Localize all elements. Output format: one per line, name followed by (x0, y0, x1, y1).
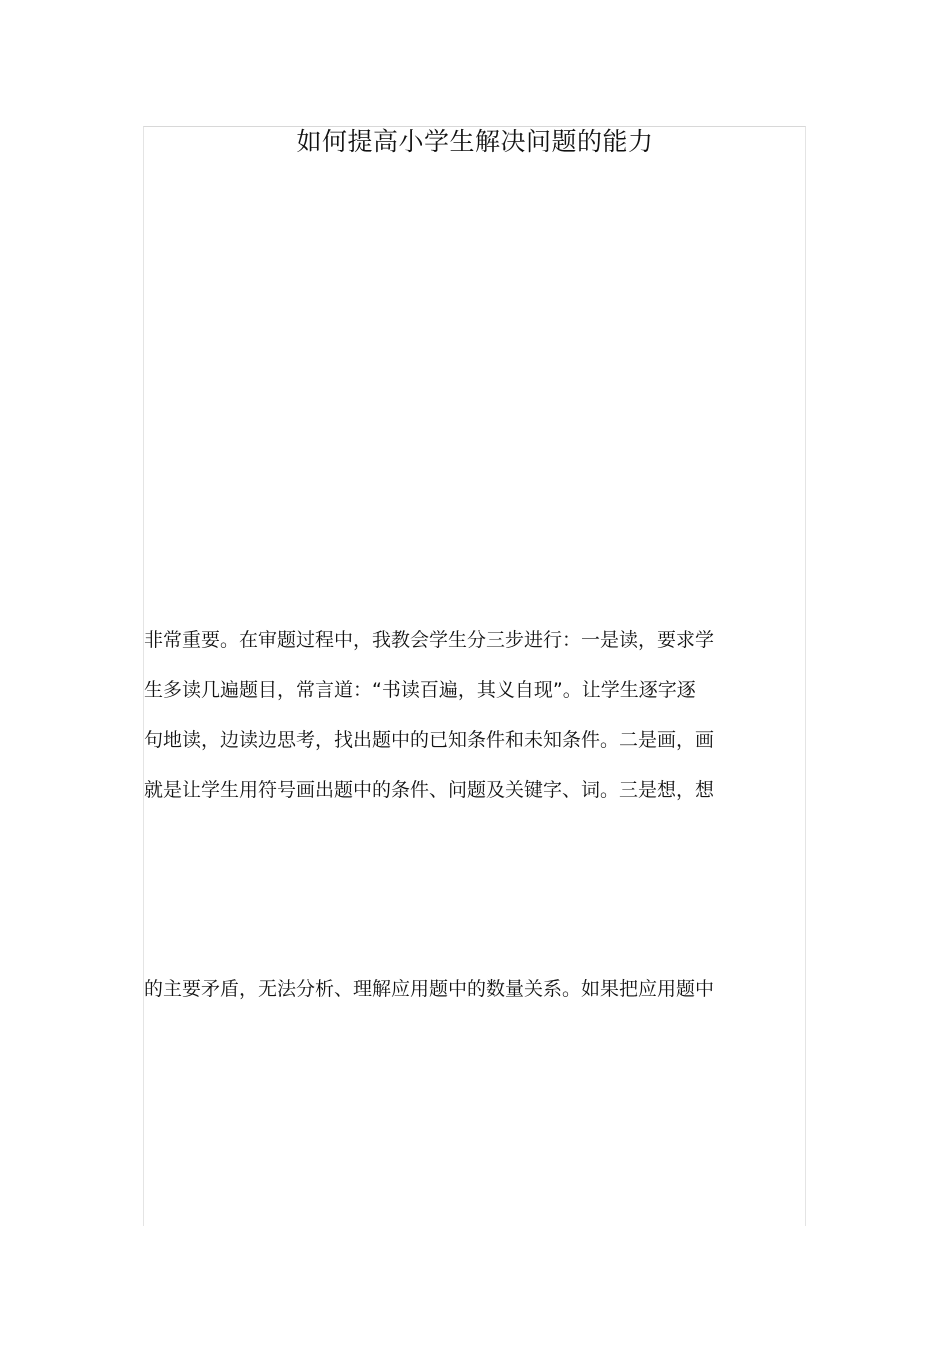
paragraph-line (144, 1173, 808, 1205)
paragraph-line (144, 276, 808, 308)
paragraph-line (144, 475, 808, 507)
paragraph-line (144, 326, 808, 358)
paragraph-line (144, 874, 808, 906)
paragraph-line (144, 923, 808, 955)
paragraph-line: 句地读，边读边思考，找出题中的已知条件和未知条件。二是画，画 (144, 729, 715, 751)
document-title: 如何提高小学生解决问题的能力 (296, 127, 654, 156)
paragraph-line: 生多读几遍题目，常言道：“书读百遍，其义自现”。让学生逐字逐 (144, 679, 696, 701)
section-heading (144, 525, 808, 557)
paragraph-line (144, 575, 808, 607)
paragraph-line (144, 1073, 808, 1105)
paragraph-line (144, 824, 808, 856)
paragraph-line (144, 225, 808, 257)
paragraph-line (144, 1023, 808, 1055)
paragraph-line: 的主要矛盾，无法分析、理解应用题中的数量关系。如果把应用题中 (144, 978, 715, 1000)
paragraph-line (144, 425, 808, 457)
paragraph-line: 就是让学生用符号画出题中的条件、问题及关键字、词。三是想，想 (144, 779, 715, 801)
paragraph-line (144, 375, 808, 407)
paragraph-line (144, 175, 808, 207)
paragraph-line: 非常重要。在审题过程中，我教会学生分三步进行：一是读，要求学 (144, 629, 715, 651)
paragraph-line (144, 1123, 808, 1155)
